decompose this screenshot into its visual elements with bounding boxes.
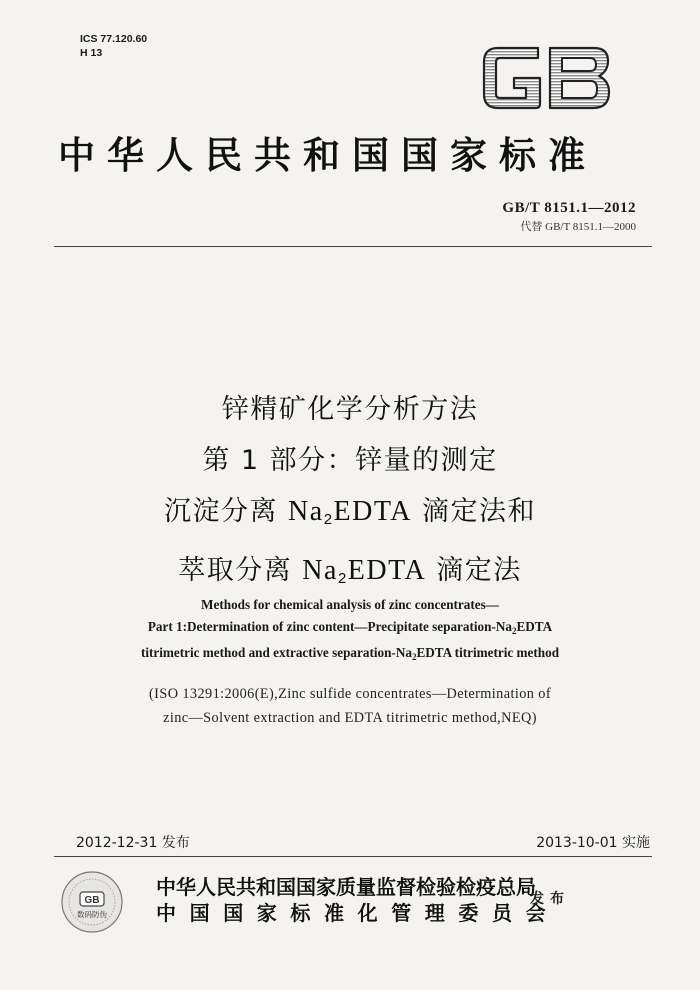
top-divider xyxy=(54,246,652,247)
dates-row xyxy=(54,832,652,854)
publish-label: 发布 xyxy=(530,891,570,907)
title-line-2: 第 1 部分：锌量的测定 xyxy=(202,445,498,476)
classification-codes xyxy=(80,32,147,60)
issue-date: 2012-12-31 发布 xyxy=(76,835,190,851)
english-title xyxy=(0,594,700,668)
seal-caption: 数码防伪 xyxy=(77,910,107,919)
iso-reference-line-2: zinc—Solvent extraction and EDTA titrimetric method,NEQ) xyxy=(163,710,537,726)
title-line-1: 锌精矿化学分析方法 xyxy=(221,394,479,425)
ccs-code: H 13 xyxy=(80,47,103,59)
iso-reference-line-1: (ISO 13291:2006(E),Zinc sulfide concentrates—Determination of xyxy=(149,686,551,702)
gb-logo xyxy=(478,42,614,114)
replaces-note: 代替 GB/T 8151.1—2000 xyxy=(520,221,636,233)
standard-number-block xyxy=(502,200,636,234)
standard-type-title: 中华人民共和国国家标准 xyxy=(58,133,597,177)
ics-code: ICS 77.120.60 xyxy=(80,33,148,45)
bottom-divider xyxy=(54,856,652,857)
english-title-line-1: Methods for chemical analysis of zinc concentrates— xyxy=(201,597,499,612)
issuer-aqsiq: 中华人民共和国国家质量监督检验检疫总局 xyxy=(156,875,536,899)
english-title-line-2: Part 1:Determination of zinc content—Precipitate separation-$Na_2EDTA$ xyxy=(147,619,553,636)
title-line-4: 萃取分离 $Na_2EDTA$ 滴定法 xyxy=(178,555,522,587)
standard-number: GB/T 8151.1—2012 xyxy=(502,200,636,216)
svg-text:GB: GB xyxy=(84,895,100,906)
anti-counterfeit-seal-icon xyxy=(60,870,124,934)
iso-reference xyxy=(0,682,700,730)
chinese-title xyxy=(0,384,700,604)
implementation-date: 2013-10-01 实施 xyxy=(536,835,650,851)
issuing-authorities xyxy=(156,874,559,926)
english-title-line-3: titrimetric method and extractive separation-$Na_2EDTA$ titrimetric method xyxy=(140,645,560,662)
issuer-sac: 中国国家标准化管理委员会 xyxy=(156,901,560,925)
title-line-3: 沉淀分离 $Na_2EDTA$ 滴定法和 xyxy=(163,496,537,528)
